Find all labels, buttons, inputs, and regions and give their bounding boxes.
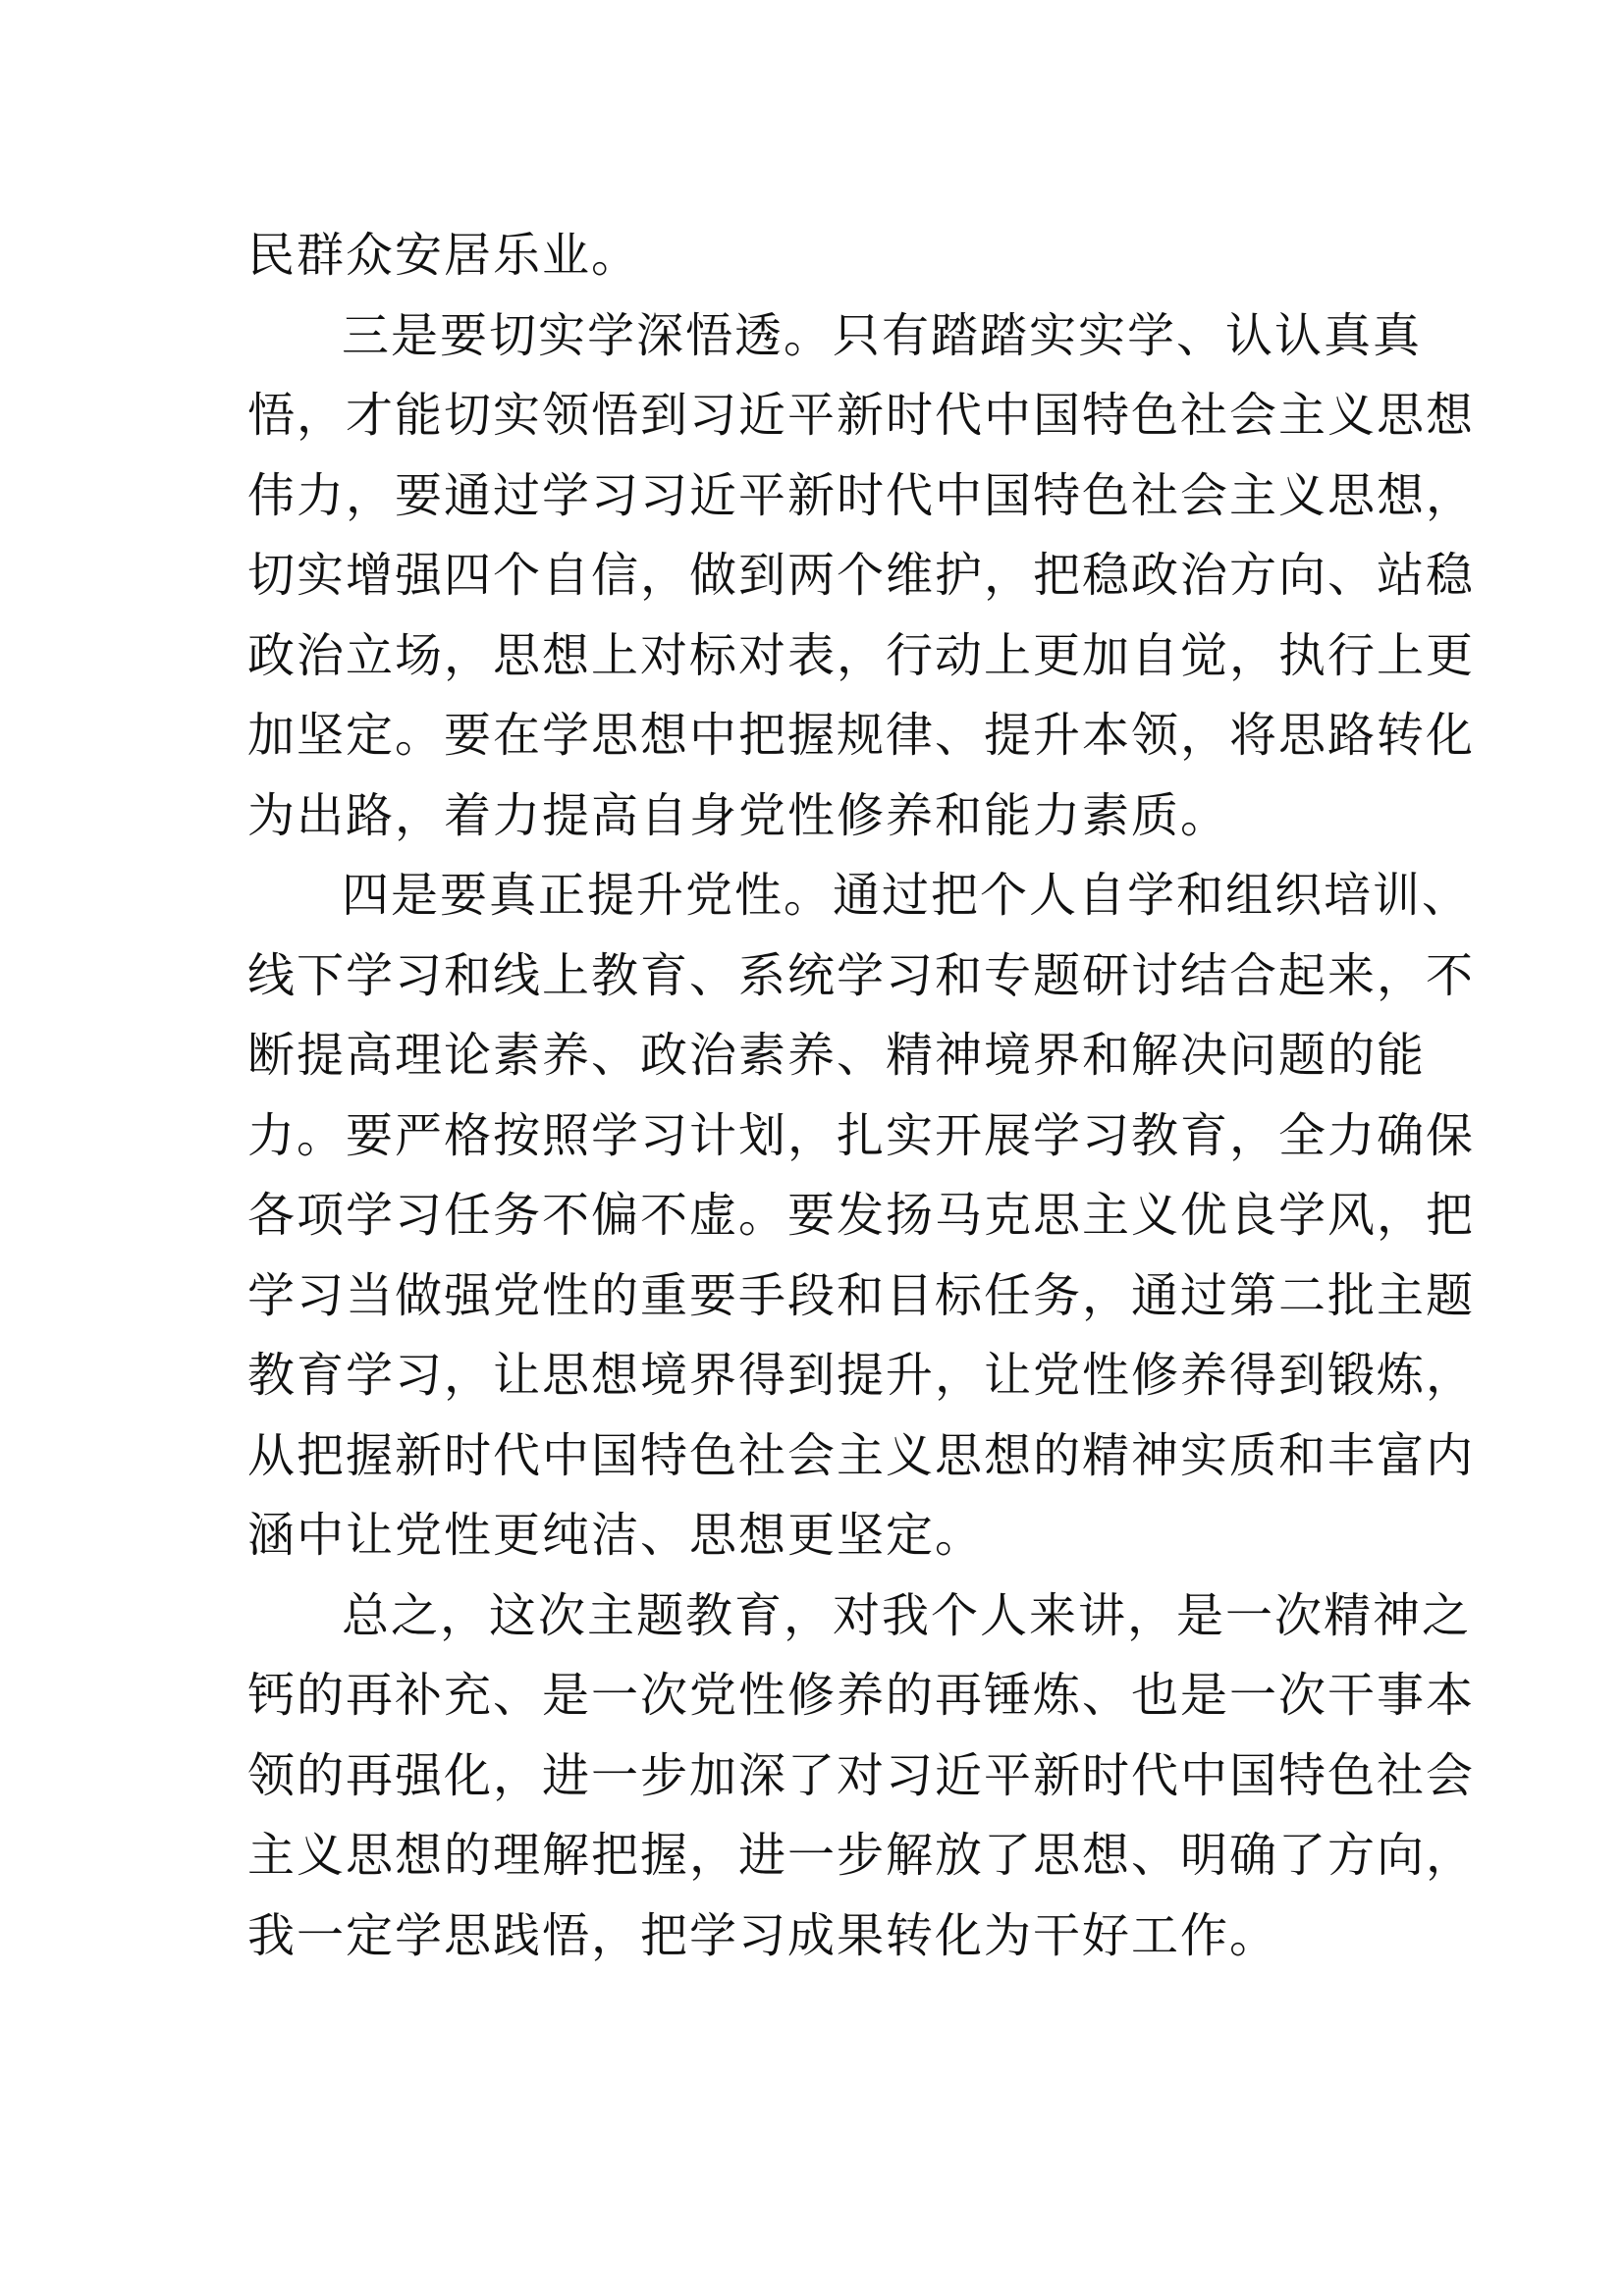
text-line: 力。要严格按照学习计划，扎实开展学习教育，全力确保: [247, 1107, 1476, 1163]
text-line: 断提高理论素养、政治素养、精神境界和解决问题的能: [247, 1028, 1427, 1083]
paragraph-start-line: 三是要切实学深悟透。只有踏踏实实学、认认真真: [342, 307, 1423, 363]
text-line: 切实增强四个自信，做到两个维护，把稳政治方向、站稳: [247, 548, 1476, 603]
text-line: 政治立场，思想上对标对表，行动上更加自觉，执行上更: [247, 627, 1476, 683]
text-line: 伟力，要通过学习习近平新时代中国特色社会主义思想，: [247, 467, 1476, 523]
text-line: 民群众安居乐业。: [247, 228, 641, 283]
text-line: 主义思想的理解把握，进一步解放了思想、明确了方向，: [247, 1828, 1476, 1883]
text-line: 涵中让党性更纯洁、思想更坚定。: [247, 1508, 985, 1563]
paragraph-start-line: 总之，这次主题教育，对我个人来讲，是一次精神之: [342, 1587, 1472, 1643]
text-line: 我一定学思践悟，把学习成果转化为干好工作。: [247, 1907, 1279, 1963]
document-body: [247, 216, 1476, 1976]
text-line: 为出路，着力提高自身党性修养和能力素质。: [247, 787, 1230, 843]
text-line: 学习当做强党性的重要手段和目标任务，通过第二批主题: [247, 1267, 1476, 1323]
text-line: 悟，才能切实领悟到习近平新时代中国特色社会主义思想: [247, 388, 1476, 443]
text-line: 线下学习和线上教育、系统学习和专题研讨结合起来，不: [247, 947, 1476, 1003]
paragraph-start-line: 四是要真正提升党性。通过把个人自学和组织培训、: [342, 868, 1472, 923]
text-line: 教育学习，让思想境界得到提升，让党性修养得到锻炼，: [247, 1348, 1476, 1403]
text-line: 各项学习任务不偏不虚。要发扬马克思主义优良学风，把: [247, 1188, 1476, 1243]
text-line: 从把握新时代中国特色社会主义思想的精神实质和丰富内: [247, 1427, 1476, 1483]
text-line: 领的再强化，进一步加深了对习近平新时代中国特色社会: [247, 1747, 1476, 1803]
text-line: 加坚定。要在学思想中把握规律、提升本领，将思路转化: [247, 708, 1476, 763]
text-line: 钙的再补充、是一次党性修养的再锤炼、也是一次干事本: [247, 1668, 1476, 1723]
